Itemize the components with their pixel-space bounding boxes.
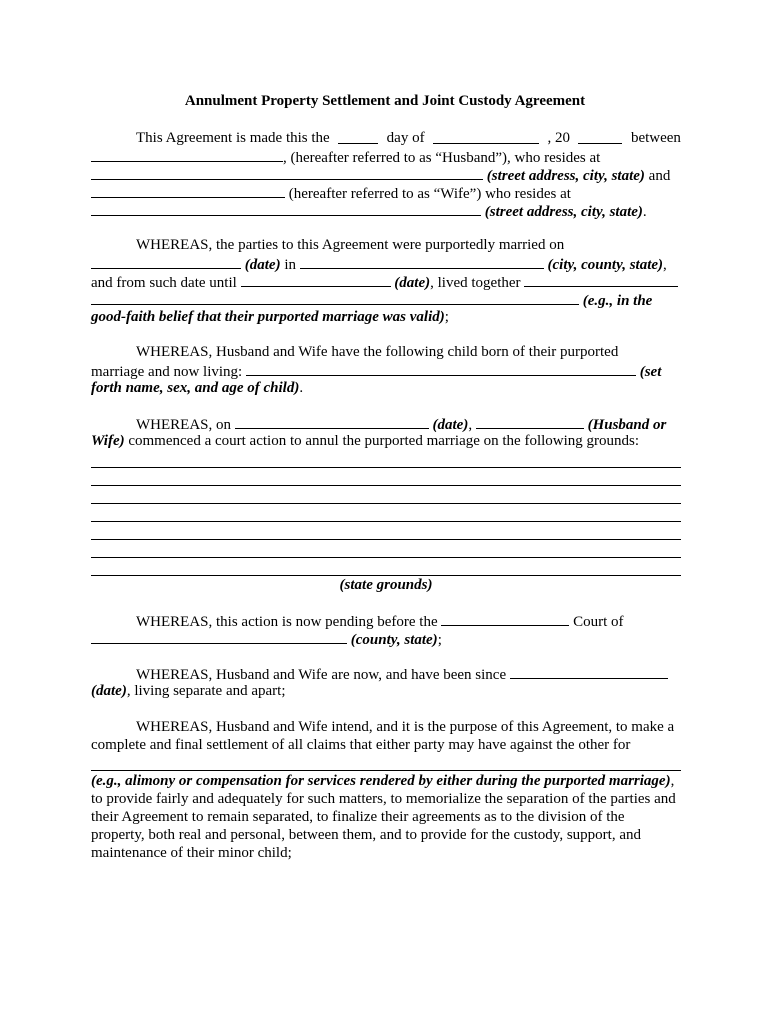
lived-together-blank[interactable] <box>524 272 678 287</box>
p7-line-7: maintenance of their minor child; <box>91 845 292 861</box>
wife-name-blank[interactable] <box>91 183 285 198</box>
p1-line-2: , (hereafter referred to as “Husband”), who resides at <box>91 147 681 166</box>
grounds-line-4[interactable] <box>91 521 681 522</box>
p7-line-1: WHEREAS, Husband and Wife intend, and it is the purpose of this Agreement, to make a <box>136 719 675 735</box>
marriage-place-blank[interactable] <box>300 254 544 269</box>
month-blank[interactable] <box>433 129 539 144</box>
p2-line-4: (e.g., in the <box>91 290 681 309</box>
p7-line-3: (e.g., alimony or compensation for services rendered by either during the purported marriage), <box>91 773 675 789</box>
child-info-blank[interactable] <box>246 361 636 376</box>
year-blank[interactable] <box>578 129 622 144</box>
court-name-blank[interactable] <box>441 611 569 626</box>
grounds-line-2[interactable] <box>91 485 681 486</box>
grounds-line-6[interactable] <box>91 557 681 558</box>
belief-blank[interactable] <box>91 290 579 305</box>
p7-line-4: to provide fairly and adequately for such matters, to memorialize the separation of the parties and <box>91 791 676 807</box>
action-date-blank[interactable] <box>235 414 429 429</box>
p3-line-2: marriage and now living: (set <box>91 361 681 380</box>
document-title: Annulment Property Settlement and Joint Custody Agreement <box>184 93 586 109</box>
grounds-line-1[interactable] <box>91 467 681 468</box>
p1-line-3: (street address, city, state) and <box>91 165 681 184</box>
p1-line-4: (hereafter referred to as “Wife”) who resides at <box>91 183 681 202</box>
day-blank[interactable] <box>338 129 378 144</box>
grounds-line-3[interactable] <box>91 503 681 504</box>
p2-line-5: good-faith belief that their purported marriage was valid); <box>91 309 449 325</box>
p6-line-1: WHEREAS, Husband and Wife are now, and have been since <box>91 664 681 683</box>
p2-line-1: WHEREAS, the parties to this Agreement were purportedly married on <box>136 237 565 253</box>
p1-line-1: This Agreement is made this the day of , 20 between <box>136 130 681 146</box>
grounds-line-5[interactable] <box>91 539 681 540</box>
p7-line-6: property, both real and personal, between them, and to provide for the custody, support, and <box>91 827 641 843</box>
p5-line-2: (county, state); <box>91 629 681 648</box>
p3-line-3: forth name, sex, and age of child). <box>91 380 304 396</box>
wife-address-blank[interactable] <box>91 201 481 216</box>
p6-line-2: (date), living separate and apart; <box>91 683 286 699</box>
grounds-label: (state grounds) <box>339 577 433 593</box>
marriage-date-blank[interactable] <box>91 254 241 269</box>
husband-name-blank[interactable] <box>91 147 283 162</box>
p1-line-5: (street address, city, state). <box>91 201 681 220</box>
p7-line-5: their Agreement to remain separated, to finalize their agreements as to the division of the <box>91 809 625 825</box>
claims-blank[interactable] <box>91 770 681 771</box>
separate-since-blank[interactable] <box>510 664 668 679</box>
p4-line-2: Wife) commenced a court action to annul the purported marriage on the following grounds: <box>91 433 640 449</box>
husband-address-blank[interactable] <box>91 165 483 180</box>
p7-line-2: complete and final settlement of all claims that either party may have against the other for <box>91 737 631 753</box>
p3-line-1: WHEREAS, Husband and Wife have the following child born of their purported <box>136 344 619 360</box>
p2-line-3: and from such date until (date), lived together <box>91 272 681 291</box>
p2-line-2: (date) in (city, county, state), <box>91 254 681 273</box>
p5-line-1: WHEREAS, this action is now pending before the Court of <box>91 611 681 630</box>
separation-date-blank[interactable] <box>241 272 391 287</box>
court-location-blank[interactable] <box>91 629 347 644</box>
p4-line-1: WHEREAS, on (date), (Husband or <box>91 414 681 433</box>
husband-or-wife-blank[interactable] <box>476 414 584 429</box>
